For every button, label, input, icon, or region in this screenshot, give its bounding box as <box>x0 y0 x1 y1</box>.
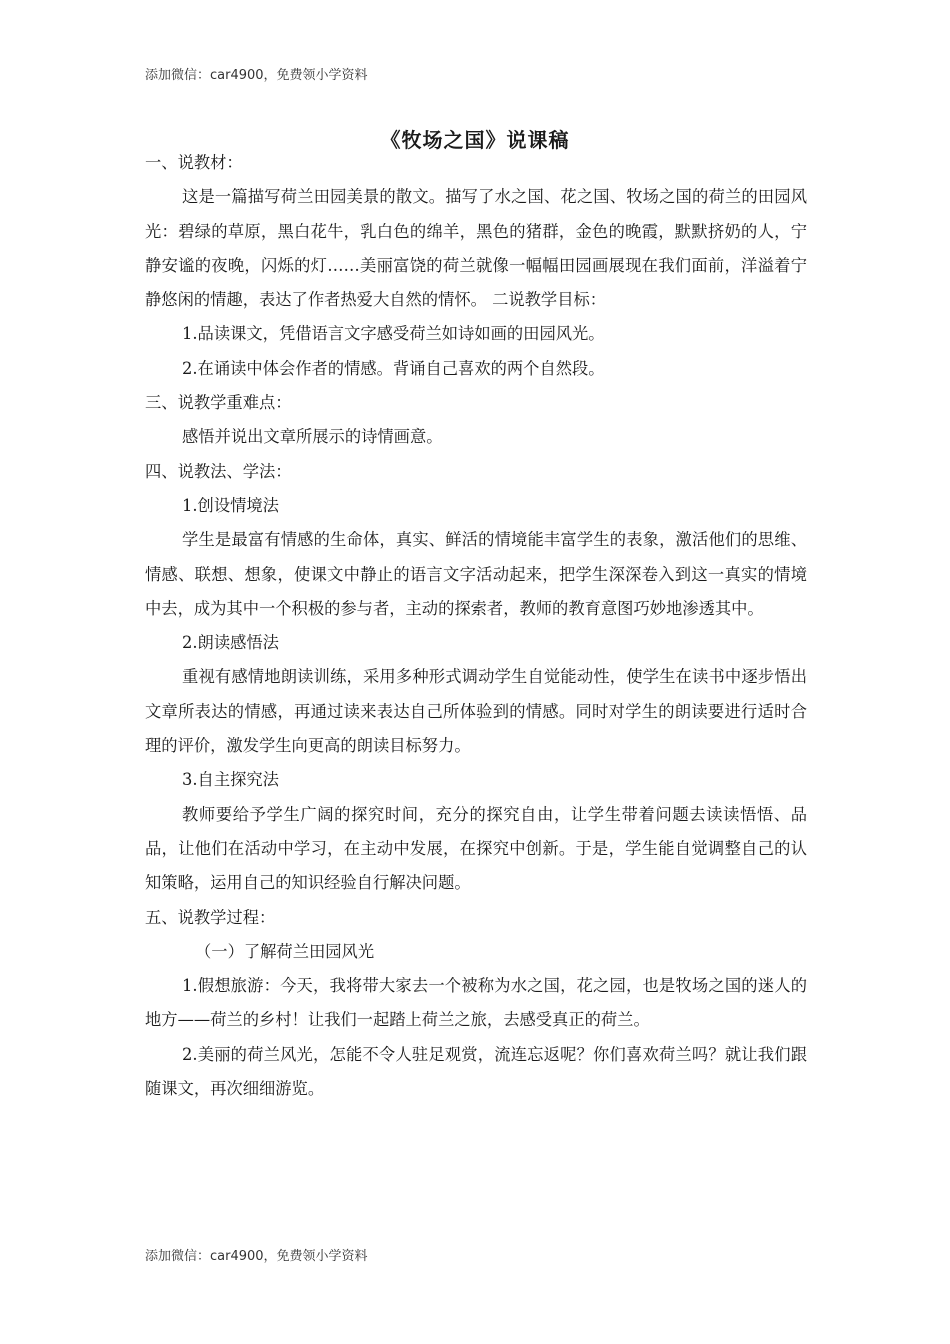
method-2-title: 2.朗读感悟法 <box>182 633 279 653</box>
section-3-paragraph: 感悟并说出文章所展示的诗情画意。 <box>182 427 443 447</box>
method-2-paragraph: 重视有感情地朗读训练，采用多种形式调动学生自觉能动性，使学生在读书中逐步悟出文章所表达的情感，再通过读来表达自己所体验到的情感。同时对学生的朗读要进行适时合理的评价，激发学生向更高的朗读目标努力。 <box>145 667 807 756</box>
process-paragraph-1: 1.假想旅游：今天，我将带大家去一个被称为水之国，花之园，也是牧场之国的迷人的地方——荷兰的乡村！让我们一起踏上荷兰之旅，去感受真正的荷兰。 <box>145 976 807 1030</box>
section-heading-5: 五、说教学过程： <box>145 907 276 927</box>
method-3-paragraph: 教师要给予学生广阔的探究时间，充分的探究自由，让学生带着问题去读读悟悟、品品，让他们在活动中学习，在主动中发展，在探究中创新。于是，学生能自觉调整自己的认知策略，运用自己的知识经验自行解决问题。 <box>145 804 807 893</box>
page-footer: 添加微信：car4900，免费领小学资料 <box>145 1249 368 1264</box>
document-body <box>145 146 807 1106</box>
objective-item-2: 2.在诵读中体会作者的情感。背诵自己喜欢的两个自然段。 <box>182 358 605 378</box>
page-title: 《牧场之国》说课稿 <box>380 128 570 152</box>
section-1-paragraph: 这是一篇描写荷兰田园美景的散文。描写了水之国、花之国、牧场之国的荷兰的田园风光：碧绿的草原，黑白花牛，乳白色的绵羊，黑色的猪群，金色的晚霞，默默挤奶的人，宁静安谧的夜晚，闪烁的灯……美丽富饶的荷兰就像一幅幅田园画展现在我们面前，洋溢着宁静悠闲的情趣，表达了作者热爱大自然的情怀。 二说教学目标： <box>145 187 807 310</box>
method-3-title: 3.自主探究法 <box>182 770 279 790</box>
objective-item-1: 1.品读课文，凭借语言文字感受荷兰如诗如画的田园风光。 <box>182 324 605 344</box>
section-heading-4: 四、说教法、学法： <box>145 461 292 481</box>
process-subheading-1: （一）了解荷兰田园风光 <box>195 941 375 961</box>
process-paragraph-2: 2.美丽的荷兰风光，怎能不令人驻足观赏，流连忘返呢？你们喜欢荷兰吗？就让我们跟随课文，再次细细游览。 <box>145 1044 807 1099</box>
section-heading-1: 一、说教材： <box>145 153 243 172</box>
method-1-title: 1.创设情境法 <box>182 495 279 515</box>
section-heading-3: 三、说教学重难点： <box>145 393 292 413</box>
page-header: 添加微信：car4900，免费领小学资料 <box>145 68 368 83</box>
method-1-paragraph: 学生是最富有情感的生命体，真实、鲜活的情境能丰富学生的表象，激活他们的思维、情感、联想、想象，使课文中静止的语言文字活动起来，把学生深深卷入到这一真实的情境中去，成为其中一个积极的参与者，主动的探索者，教师的教育意图巧妙地渗透其中。 <box>145 530 807 618</box>
